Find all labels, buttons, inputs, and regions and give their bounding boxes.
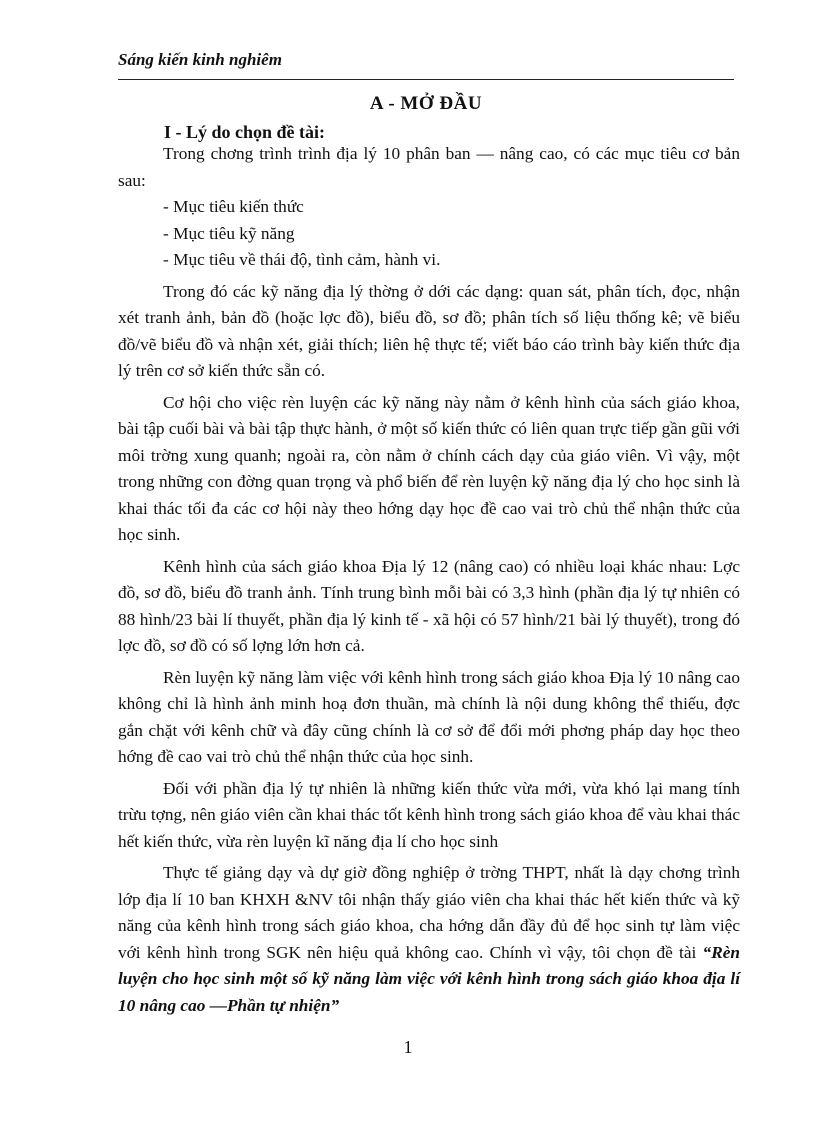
document-body (118, 141, 740, 1019)
paragraph-5: Rèn luyện kỹ năng làm việc với kênh hình trong sách giáo khoa Địa lý 10 nâng cao không chỉ là hình ảnh minh hoạ đơn thuần, mà chính là nội dung không thể thiếu, đợc gắn chặt với kênh chữ và đây cũng chính là cơ sở để đổi mới phơng pháp day học theo hớng đề cao vai trò chủ thể nhận thức của học sinh. (118, 667, 740, 766)
chapter-title: A - MỞ ĐẦU (369, 93, 483, 114)
bullet-item-attitude: - Mục tiêu về thái độ, tình cảm, hành vi. (163, 250, 441, 269)
paragraph-2: Trong đó các kỹ năng địa lý thờng ở dới các dạng: quan sát, phân tích, đọc, nhận xét tranh ảnh, bản đồ (hoặc lợc đồ), biểu đồ, sơ đồ; phân tích số liệu thống kê; vẽ biểu đồ/vẽ biểu đồ và nhận xét, giải thích; liên hệ thực tế; viết báo cáo trình bày kiến thức địa lý trên cơ sở kiến thức sẵn có. (118, 281, 740, 380)
header-divider (118, 79, 734, 80)
topic-title: “Rèn luyện cho học sinh một số kỹ năng làm việc với kênh hình trong sách giáo khoa địa lí 10 nâng cao —Phần tự nhiện” (118, 942, 740, 1015)
bullet-item-knowledge: - Mục tiêu kiến thức (163, 197, 304, 216)
paragraph-3: Cơ hội cho việc rèn luyện các kỹ năng này nằm ở kênh hình của sách giáo khoa, bài tập cuối bài và bài tập thực hành, ở một số kiến thức có liên quan trực tiếp gần gũi với môi trờng xung quanh; ngoài ra, còn nằm ở chính cách dạy của giáo viên. Vì vậy, một trong những con đờng quan trọng và phổ biến để rèn luyện kỹ năng địa lý cho học sinh là khai thác tối đa các cơ hội này theo hớng dạy học đề cao vai trò chủ thể nhận thức của học sinh. (118, 392, 740, 544)
paragraph-6: Đối với phần địa lý tự nhiên là những kiến thức vừa mới, vừa khó lại mang tính trừu tợng, nên giáo viên cần khai thác tốt kênh hình trong sách giáo khoa để vàu khai thác hết kiến thức, vừa rèn luyện kĩ năng địa lí cho học sinh (118, 778, 740, 851)
page-number: 1 (403, 1037, 413, 1057)
paragraph-7-text: Thực tế giảng dạy và dự giờ đồng nghiệp ở trờng THPT, nhất là dạy chơng trình lớp địa lí 10 ban KHXH &NV tôi nhận thấy giáo viên cha khai thác hết kiến thức và kỹ năng của kênh hình trong sách giáo khoa, cha hớng dẫn đầy đủ để học sinh tự làm việc với kênh hình trong SGK nên hiệu quả không cao. Chính vì vậy, tôi chọn đề tài (118, 863, 740, 962)
paragraph-4: Kênh hình của sách giáo khoa Địa lý 12 (nâng cao) có nhiều loại khác nhau: Lợc đồ, sơ đồ, biểu đồ tranh ảnh. Tính trung bình mỗi bài có 3,3 hình (phần địa lý tự nhiên có 88 hình/23 bài lí thuyết, phần địa lý kinh tế - xã hội có 57 hình/21 bài lý thuyết), trong đó lợc đồ, sơ đồ có số lợng lớn hơn cả. (118, 556, 740, 655)
paragraph-7 (118, 860, 740, 1019)
paragraph-1: Trong chơng trình trình địa lý 10 phân ban — nâng cao, có các mục tiêu cơ bản sau: (118, 144, 740, 190)
running-header: Sáng kiến kinh nghiêm (118, 50, 282, 69)
bullet-item-skills: - Mục tiêu kỹ năng (163, 223, 295, 243)
section-heading: I - Lý do chọn đề tài: (164, 122, 326, 142)
